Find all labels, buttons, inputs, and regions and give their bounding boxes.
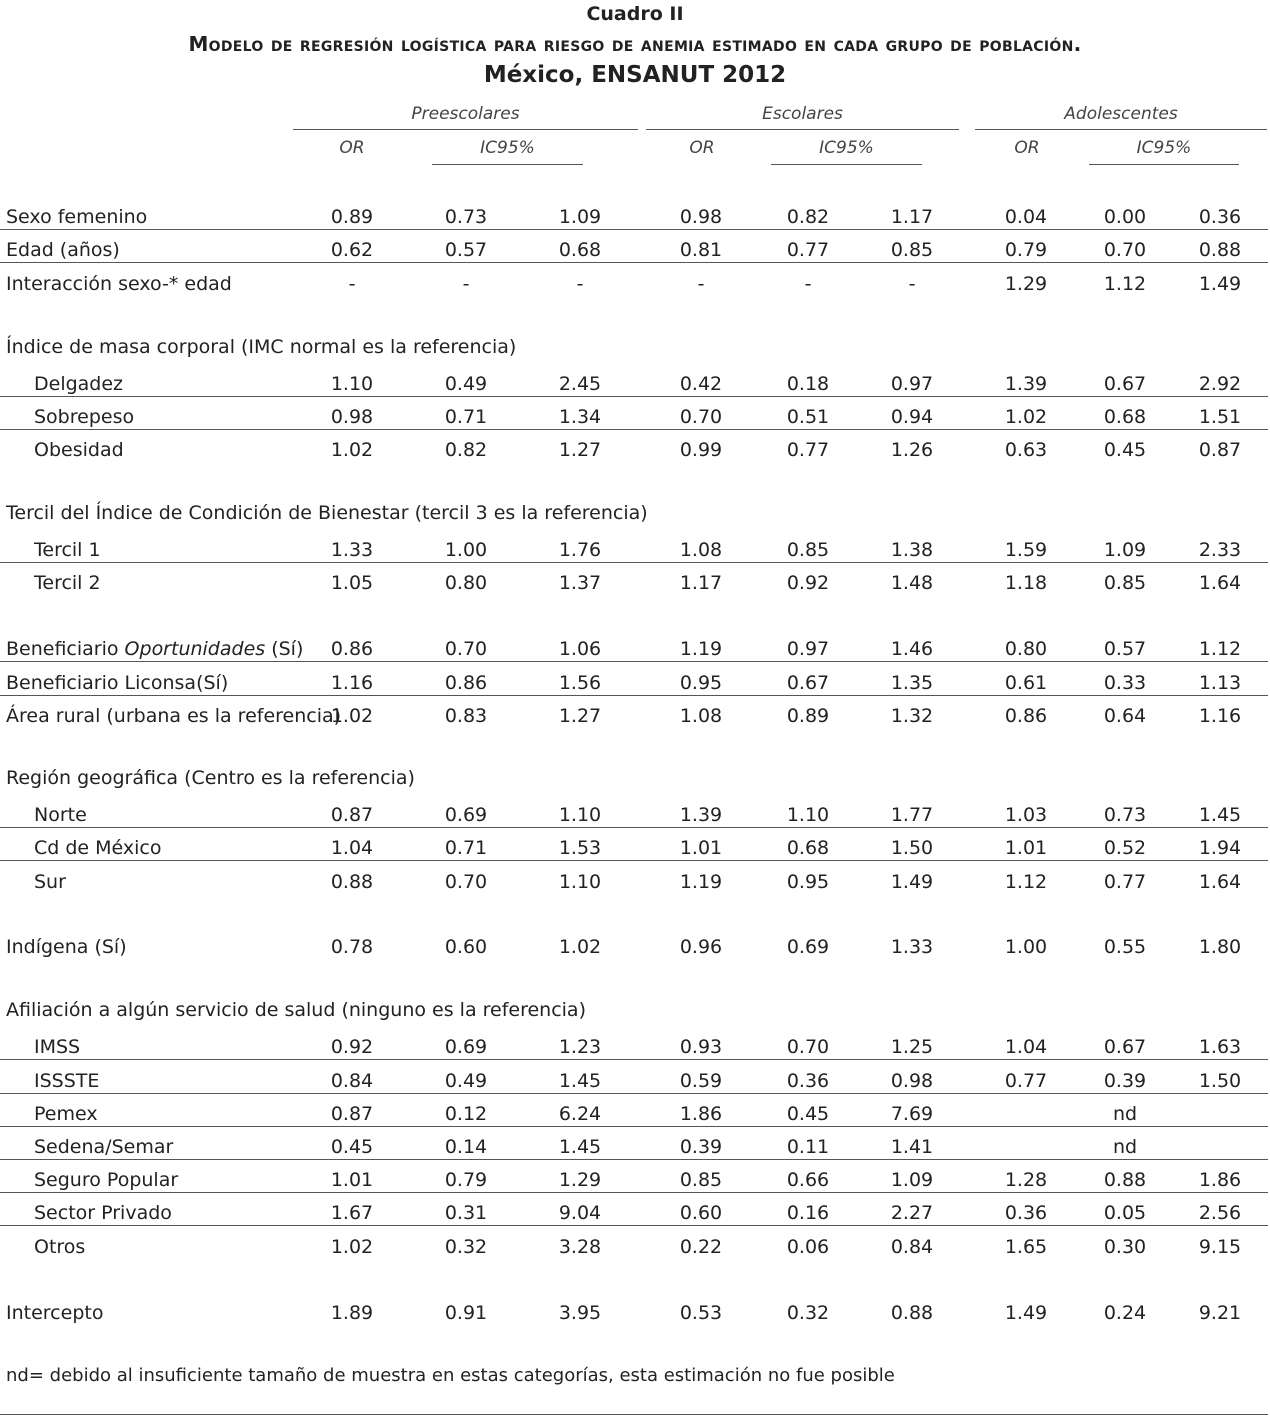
table-cell: 0.68	[786, 837, 830, 859]
table-cell: 0.87	[1198, 439, 1242, 461]
table-cell: 1.46	[890, 638, 934, 660]
table-cell: 1.45	[558, 1136, 602, 1158]
table-cell: 0.68	[558, 239, 602, 261]
row-label: Tercil 2	[34, 572, 101, 594]
table-cell: 0.22	[679, 1236, 723, 1258]
row-divider	[0, 429, 1268, 430]
table-cell: 2.33	[1198, 539, 1242, 561]
table-cell: 0.77	[1004, 1070, 1048, 1092]
table-cell: 0.42	[679, 373, 723, 395]
table-title: Modelo de regresión logística para riesgo de anemia estimado en cada grupo de población.	[188, 32, 1082, 56]
col-header-ic95: IC95%	[480, 138, 535, 158]
table-cell: 1.28	[1004, 1169, 1048, 1191]
table-cell: 1.02	[330, 1236, 374, 1258]
table-cell: 0.85	[890, 239, 934, 261]
table-cell: 1.17	[890, 206, 934, 228]
table-cell: 1.50	[1198, 1070, 1242, 1092]
col-header-or: OR	[339, 138, 365, 158]
table-cell: 1.16	[330, 672, 374, 694]
table-cell: 0.00	[1103, 206, 1147, 228]
table-cell: 1.76	[558, 539, 602, 561]
table-cell: 1.34	[558, 406, 602, 428]
table-cell: 0.84	[330, 1070, 374, 1092]
table-cell: 0.89	[786, 705, 830, 727]
table-cell: 1.13	[1198, 672, 1242, 694]
table-row	[0, 700, 1270, 733]
row-label: Obesidad	[34, 439, 124, 461]
table-cell: 1.04	[330, 837, 374, 859]
group-rule	[293, 129, 638, 130]
table-cell: 1.02	[330, 705, 374, 727]
table-cell: 1.29	[558, 1169, 602, 1191]
row-divider	[0, 661, 1268, 662]
table-cell: 2.92	[1198, 373, 1242, 395]
table-cell: 0.81	[679, 239, 723, 261]
table-cell: -	[462, 273, 470, 295]
row-label: Otros	[34, 1236, 86, 1258]
table-cell: 0.18	[786, 373, 830, 395]
row-label: Sur	[34, 871, 66, 893]
row-label: IMSS	[34, 1036, 81, 1058]
table-cell: 1.18	[1004, 572, 1048, 594]
table-cell: 1.63	[1198, 1036, 1242, 1058]
table-cell: 1.50	[890, 837, 934, 859]
row-divider	[0, 229, 1268, 230]
table-cell: 0.95	[786, 871, 830, 893]
col-header-or: OR	[1014, 138, 1040, 158]
table-cell: 0.97	[786, 638, 830, 660]
table-cell: 1.02	[1004, 406, 1048, 428]
col-header-ic95: IC95%	[1136, 138, 1192, 158]
table-cell: 0.36	[1198, 206, 1242, 228]
table-cell: 1.00	[444, 539, 488, 561]
table-cell: 0.70	[1103, 239, 1147, 261]
table-cell: 1.23	[558, 1036, 602, 1058]
table-cell: 1.56	[558, 672, 602, 694]
table-cell: 0.87	[330, 804, 374, 826]
table-cell: 0.88	[1198, 239, 1242, 261]
row-label: Indígena (Sí)	[6, 936, 127, 958]
group-rule	[646, 129, 959, 130]
table-cell: 0.86	[444, 672, 488, 694]
table-cell: 0.78	[330, 936, 374, 958]
group-rule	[975, 129, 1267, 130]
table-cell: 0.69	[444, 804, 488, 826]
table-cell: 0.71	[444, 406, 488, 428]
row-divider	[0, 827, 1268, 828]
table-cell: 0.68	[1103, 406, 1147, 428]
table-cell: 0.83	[444, 705, 488, 727]
table-cell: 1.01	[679, 837, 723, 859]
row-label: Interacción sexo-* edad	[6, 273, 232, 295]
row-label: Tercil 1	[34, 539, 101, 561]
table-cell: 0.36	[786, 1070, 830, 1092]
table-cell: 7.69	[890, 1103, 934, 1125]
table-cell: 0.85	[786, 539, 830, 561]
table-cell: 1.02	[558, 936, 602, 958]
table-cell: 0.67	[1103, 1036, 1147, 1058]
caption-label: Cuadro II	[586, 3, 684, 25]
table-cell: 1.89	[330, 1302, 374, 1324]
table-cell: 1.27	[558, 705, 602, 727]
table-cell: 1.29	[1004, 273, 1048, 295]
table-cell: -	[804, 273, 812, 295]
group-header-preescolares: Preescolares	[411, 104, 520, 124]
table-cell: 1.33	[890, 936, 934, 958]
table-cell: 0.51	[786, 406, 830, 428]
table-cell: 1.02	[330, 439, 374, 461]
table-cell: 0.84	[890, 1236, 934, 1258]
table-cell: 1.12	[1004, 871, 1048, 893]
table-cell: 1.49	[1198, 273, 1242, 295]
table-cell: -	[697, 273, 705, 295]
table-cell: 0.49	[444, 373, 488, 395]
table-cell: 0.88	[1103, 1169, 1147, 1191]
table-cell: 1.12	[1198, 638, 1242, 660]
row-divider	[0, 1159, 1268, 1160]
table-cell: 1.64	[1198, 572, 1242, 594]
table-cell: 1.39	[1004, 373, 1048, 395]
table-cell: 0.99	[679, 439, 723, 461]
row-divider	[0, 262, 1268, 263]
table-cell: 1.45	[558, 1070, 602, 1092]
table-cell: 0.77	[786, 239, 830, 261]
table-cell: 1.12	[1103, 273, 1147, 295]
row-label: Cd de México	[34, 837, 162, 859]
table-cell: 1.86	[1198, 1169, 1242, 1191]
table-cell: 1.10	[558, 804, 602, 826]
table-cell: 1.65	[1004, 1236, 1048, 1258]
table-cell: 1.05	[330, 572, 374, 594]
table-cell: 0.97	[890, 373, 934, 395]
nd-cell: nd	[1112, 1136, 1138, 1158]
table-cell: 0.70	[786, 1036, 830, 1058]
row-label: Sector Privado	[34, 1202, 172, 1224]
table-cell: 0.95	[679, 672, 723, 694]
table-cell: 0.88	[330, 871, 374, 893]
table-row	[0, 1297, 1270, 1330]
table-cell: 1.17	[679, 572, 723, 594]
nd-cell: nd	[1112, 1103, 1138, 1125]
table-cell: 0.67	[786, 672, 830, 694]
table-cell: 0.24	[1103, 1302, 1147, 1324]
table-row	[0, 1231, 1270, 1264]
row-divider	[0, 562, 1268, 563]
ic-rule	[1089, 164, 1239, 165]
table-cell: 1.67	[330, 1202, 374, 1224]
table-cell: 0.96	[679, 936, 723, 958]
table-cell: 0.45	[330, 1136, 374, 1158]
table-cell: 1.64	[1198, 871, 1242, 893]
table-row	[0, 931, 1270, 964]
table-cell: 1.86	[679, 1103, 723, 1125]
table-cell: 1.80	[1198, 936, 1242, 958]
table-cell: 0.33	[1103, 672, 1147, 694]
table-cell: 0.04	[1004, 206, 1048, 228]
table-cell: 1.10	[558, 871, 602, 893]
table-cell: 0.82	[444, 439, 488, 461]
table-cell: 1.16	[1198, 705, 1242, 727]
table-row	[0, 567, 1270, 600]
row-label: Edad (años)	[6, 239, 120, 261]
table-cell: 0.60	[444, 936, 488, 958]
row-divider	[0, 1059, 1268, 1060]
table-cell: 0.31	[444, 1202, 488, 1224]
table-cell: 0.77	[1103, 871, 1147, 893]
table-cell: 9.21	[1198, 1302, 1242, 1324]
table-cell: 0.14	[444, 1136, 488, 1158]
table-cell: -	[908, 273, 916, 295]
table-cell: 6.24	[558, 1103, 602, 1125]
table-cell: 1.03	[1004, 804, 1048, 826]
row-label: Sobrepeso	[34, 406, 135, 428]
table-cell: 0.86	[330, 638, 374, 660]
table-cell: 2.45	[558, 373, 602, 395]
table-cell: 1.00	[1004, 936, 1048, 958]
table-cell: 0.79	[1004, 239, 1048, 261]
table-cell: 1.45	[1198, 804, 1242, 826]
table-cell: 0.45	[786, 1103, 830, 1125]
row-label: ISSSTE	[34, 1070, 100, 1092]
row-divider	[0, 695, 1268, 696]
table-cell: 0.57	[1103, 638, 1147, 660]
table-cell: 0.77	[786, 439, 830, 461]
group-header-escolares: Escolares	[762, 104, 843, 124]
row-label: Beneficiario Liconsa(Sí)	[6, 672, 229, 694]
table-cell: -	[348, 273, 356, 295]
table-cell: 0.39	[679, 1136, 723, 1158]
table-cell: 1.35	[890, 672, 934, 694]
table-cell: 9.15	[1198, 1236, 1242, 1258]
table-cell: 1.41	[890, 1136, 934, 1158]
row-label: Intercepto	[6, 1302, 104, 1324]
table-cell: 0.32	[786, 1302, 830, 1324]
table-cell: 0.60	[679, 1202, 723, 1224]
table-cell: 0.59	[679, 1070, 723, 1092]
row-divider	[0, 1225, 1268, 1226]
table-cell: 0.66	[786, 1169, 830, 1191]
row-label: Pemex	[34, 1103, 98, 1125]
row-divider	[0, 1192, 1268, 1193]
row-label: Norte	[34, 804, 87, 826]
section-heading-region: Región geográfica (Centro es la referencia)	[6, 767, 415, 789]
table-cell: 1.49	[890, 871, 934, 893]
table-cell: -	[576, 273, 584, 295]
table-cell: 0.69	[444, 1036, 488, 1058]
table-cell: 0.39	[1103, 1070, 1147, 1092]
table-cell: 0.91	[444, 1302, 488, 1324]
table-cell: 0.30	[1103, 1236, 1147, 1258]
table-row	[0, 434, 1270, 467]
table-cell: 1.09	[1103, 539, 1147, 561]
table-cell: 0.70	[444, 638, 488, 660]
table-cell: 1.51	[1198, 406, 1242, 428]
table-cell: 9.04	[558, 1202, 602, 1224]
table-cell: 0.11	[786, 1136, 830, 1158]
table-cell: 0.49	[444, 1070, 488, 1092]
col-header-ic95: IC95%	[819, 138, 874, 158]
table-cell: 1.10	[330, 373, 374, 395]
table-cell: 0.64	[1103, 705, 1147, 727]
table-cell: 0.98	[679, 206, 723, 228]
table-cell: 1.59	[1004, 539, 1048, 561]
table-cell: 0.98	[890, 1070, 934, 1092]
row-divider	[0, 1126, 1268, 1127]
table-cell: 0.67	[1103, 373, 1147, 395]
table-cell: 1.09	[890, 1169, 934, 1191]
table-row	[0, 268, 1270, 301]
table-cell: 0.53	[679, 1302, 723, 1324]
table-cell: 1.37	[558, 572, 602, 594]
table-cell: 1.01	[330, 1169, 374, 1191]
table-cell: 0.62	[330, 239, 374, 261]
section-heading-imc: Índice de masa corporal (IMC normal es la referencia)	[6, 336, 517, 358]
table-cell: 0.45	[1103, 439, 1147, 461]
table-cell: 3.28	[558, 1236, 602, 1258]
table-cell: 0.79	[444, 1169, 488, 1191]
table-cell: 0.98	[330, 406, 374, 428]
table-cell: 0.94	[890, 406, 934, 428]
table-cell: 0.71	[444, 837, 488, 859]
row-label: Beneficiario Oportunidades (Sí)	[6, 638, 304, 660]
table-subtitle: México, ENSANUT 2012	[483, 62, 787, 88]
table-cell: 0.55	[1103, 936, 1147, 958]
table-cell: 0.73	[444, 206, 488, 228]
table-cell: 1.08	[679, 705, 723, 727]
table-cell: 1.53	[558, 837, 602, 859]
table-cell: 1.10	[786, 804, 830, 826]
table-cell: 0.36	[1004, 1202, 1048, 1224]
table-cell: 1.09	[558, 206, 602, 228]
table-cell: 0.69	[786, 936, 830, 958]
footnote: nd= debido al insuficiente tamaño de muestra en estas categorías, esta estimación no fue posible	[6, 1365, 895, 1386]
table-cell: 1.19	[679, 871, 723, 893]
table-cell: 1.33	[330, 539, 374, 561]
table-cell: 1.06	[558, 638, 602, 660]
row-divider	[0, 396, 1268, 397]
row-label: Sedena/Semar	[34, 1136, 174, 1158]
table-cell: 0.05	[1103, 1202, 1147, 1224]
table-cell: 0.87	[330, 1103, 374, 1125]
section-heading-afiliacion: Afiliación a algún servicio de salud (ninguno es la referencia)	[6, 999, 586, 1021]
table-cell: 0.80	[444, 572, 488, 594]
table-cell: 0.57	[444, 239, 488, 261]
table-cell: 2.27	[890, 1202, 934, 1224]
col-header-or: OR	[689, 138, 715, 158]
table-cell: 0.32	[444, 1236, 488, 1258]
table-cell: 0.86	[1004, 705, 1048, 727]
row-divider	[0, 1093, 1268, 1094]
row-divider	[0, 860, 1268, 861]
row-label: Delgadez	[34, 373, 124, 395]
table-cell: 1.48	[890, 572, 934, 594]
table-cell: 3.95	[558, 1302, 602, 1324]
section-heading-tercil: Tercil del Índice de Condición de Bienestar (tercil 3 es la referencia)	[6, 502, 648, 524]
table-cell: 0.85	[679, 1169, 723, 1191]
table-cell: 0.06	[786, 1236, 830, 1258]
group-header-adolescentes: Adolescentes	[1064, 104, 1178, 124]
table-cell: 0.12	[444, 1103, 488, 1125]
table-cell: 0.63	[1004, 439, 1048, 461]
table-cell: 0.89	[330, 206, 374, 228]
table-cell: 1.32	[890, 705, 934, 727]
row-label: Área rural (urbana es la referencia)	[6, 705, 342, 727]
row-label: Seguro Popular	[34, 1169, 179, 1191]
table-cell: 0.70	[679, 406, 723, 428]
table-cell: 1.39	[679, 804, 723, 826]
table-cell: 0.52	[1103, 837, 1147, 859]
table-cell: 1.04	[1004, 1036, 1048, 1058]
table-cell: 1.26	[890, 439, 934, 461]
bottom-rule	[0, 1414, 1268, 1415]
table-cell: 1.27	[558, 439, 602, 461]
table-cell: 0.92	[786, 572, 830, 594]
table-cell: 0.88	[890, 1302, 934, 1324]
table-cell: 1.77	[890, 804, 934, 826]
table-cell: 0.80	[1004, 638, 1048, 660]
row-label: Sexo femenino	[6, 206, 148, 228]
table-cell: 1.38	[890, 539, 934, 561]
table-cell: 1.94	[1198, 837, 1242, 859]
table-cell: 0.16	[786, 1202, 830, 1224]
table-cell: 0.61	[1004, 672, 1048, 694]
table-cell: 0.92	[330, 1036, 374, 1058]
table-cell: 1.49	[1004, 1302, 1048, 1324]
table-cell: 1.01	[1004, 837, 1048, 859]
table-cell: 1.08	[679, 539, 723, 561]
table-cell: 0.85	[1103, 572, 1147, 594]
table-cell: 2.56	[1198, 1202, 1242, 1224]
table-cell: 0.82	[786, 206, 830, 228]
table-cell: 1.19	[679, 638, 723, 660]
ic-rule	[432, 164, 583, 165]
table-row	[0, 866, 1270, 899]
table-cell: 1.25	[890, 1036, 934, 1058]
table-cell: 0.73	[1103, 804, 1147, 826]
table-cell: 0.93	[679, 1036, 723, 1058]
table-cell: 0.70	[444, 871, 488, 893]
ic-rule	[771, 164, 922, 165]
